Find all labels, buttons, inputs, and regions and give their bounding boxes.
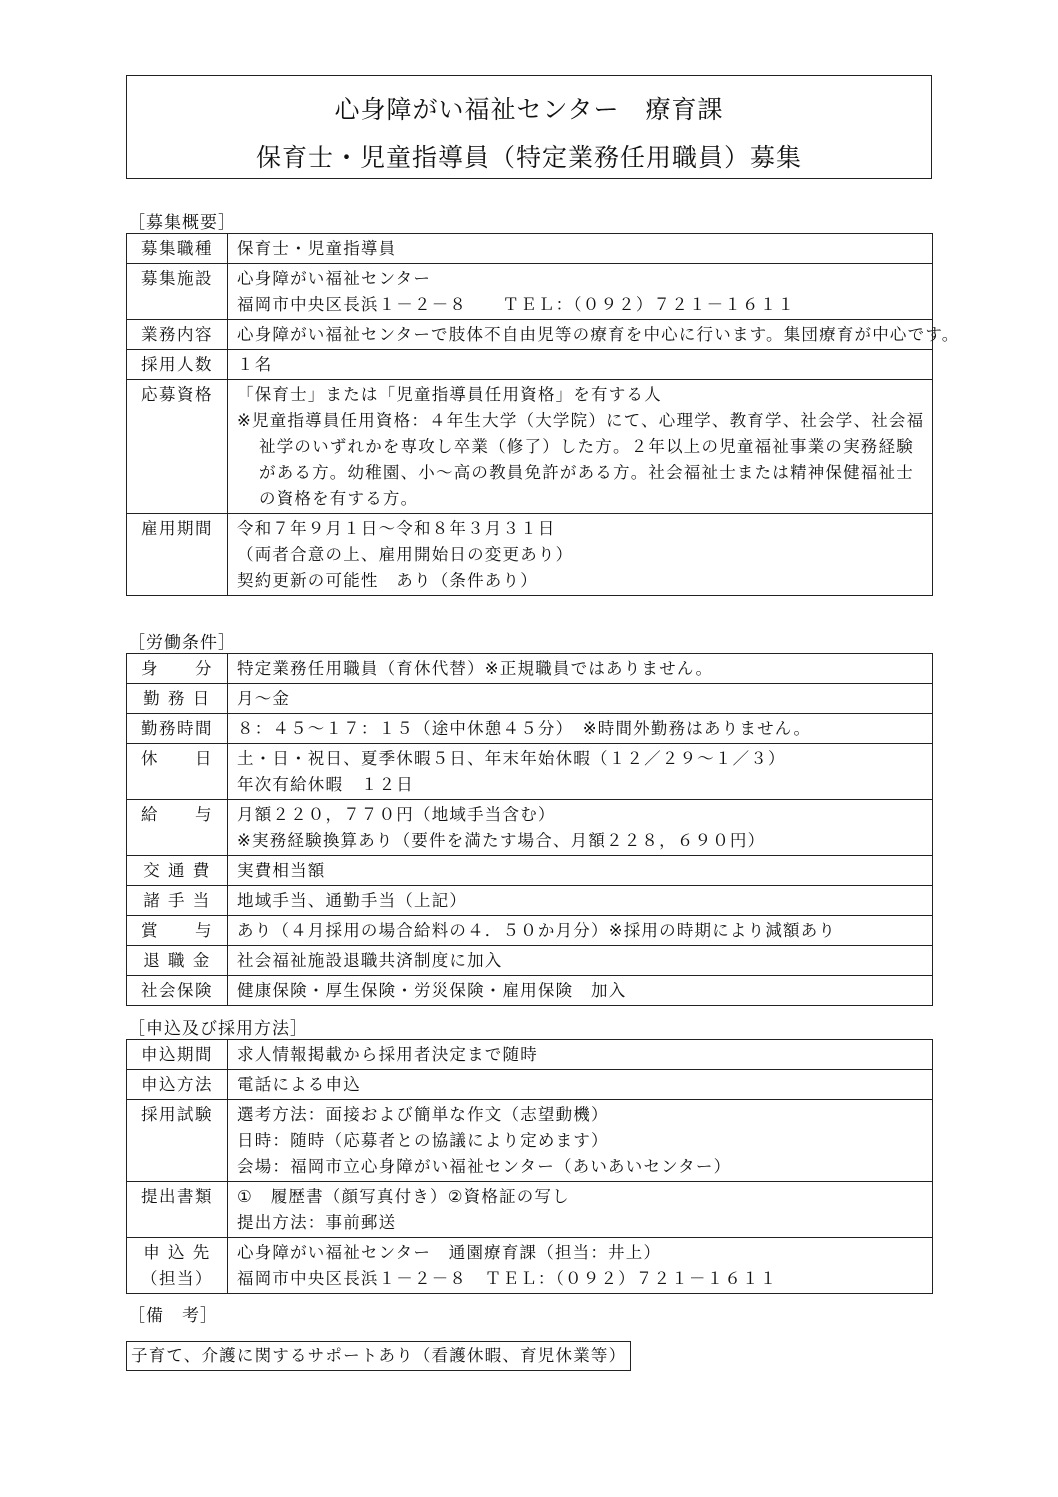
row-value xyxy=(228,1238,933,1294)
table-row xyxy=(127,744,933,800)
application-table xyxy=(126,1039,933,1294)
table-row xyxy=(127,886,933,916)
row-value xyxy=(228,1100,933,1182)
overview-table xyxy=(126,233,960,596)
row-value xyxy=(228,744,933,800)
row-value-line: 選考方法：面接および簡単な作文（志望動機） xyxy=(237,1105,609,1124)
row-value-line: 月～金 xyxy=(237,689,291,708)
row-value-line: ※児童指導員任用資格：４年生大学（大学院）にて、心理学、教育学、社会学、社会福祉学のいずれかを専攻し卒業（修了）した方。２年以上の児童福祉事業の実務経験がある方。幼稚園、小～高の教員免許がある方。社会福祉士または精神保健福祉士の資格を有する方。 xyxy=(237,411,925,508)
row-value xyxy=(228,654,933,684)
row-value-line: 心身障がい福祉センター 通園療育課（担当：井上） xyxy=(237,1243,662,1262)
row-value xyxy=(228,1070,933,1100)
row-value xyxy=(228,320,960,350)
table-row xyxy=(127,1040,933,1070)
row-value xyxy=(228,916,933,946)
row-value xyxy=(228,946,933,976)
table-row xyxy=(127,916,933,946)
table-row xyxy=(127,350,933,380)
row-value-line: ① 履歴書（顔写真付き）②資格証の写し xyxy=(237,1187,570,1206)
table-row xyxy=(127,976,933,1006)
row-value xyxy=(228,976,933,1006)
row-label: 提出書類 xyxy=(127,1182,228,1238)
row-value-line: ※実務経験換算あり（要件を満たす場合、月額２２８，６９０円） xyxy=(237,831,766,850)
row-value-line: 福岡市中央区長浜１－２－８ ＴＥＬ：（０９２）７２１－１６１１ xyxy=(237,1269,778,1288)
row-value-line: １名 xyxy=(237,355,273,374)
row-value-line: 契約更新の可能性 あり（条件あり） xyxy=(237,571,538,590)
row-value-line: （両者合意の上、雇用開始日の変更あり） xyxy=(237,545,574,564)
section-heading-conditions: ［労働条件］ xyxy=(128,633,236,653)
row-value-line: 会場：福岡市立心身障がい福祉センター（あいあいセンター） xyxy=(237,1157,732,1176)
table-row xyxy=(127,800,933,856)
row-value-line: 土・日・祝日、夏季休暇５日、年末年始休暇（１２／２９～１／３） xyxy=(237,749,786,768)
row-label: 休 日 xyxy=(127,744,228,800)
row-label: 応募資格 xyxy=(127,380,228,514)
row-value xyxy=(228,350,933,380)
row-label: 業務内容 xyxy=(127,320,228,350)
row-label: 給 与 xyxy=(127,800,228,856)
row-value-line: 令和７年９月１日～令和８年３月３１日 xyxy=(237,519,556,538)
row-value-line: 社会福祉施設退職共済制度に加入 xyxy=(237,951,503,970)
remarks-box: 子育て、介護に関するサポートあり（看護休暇、育児休業等） xyxy=(126,1341,631,1371)
row-label: 勤 務 日 xyxy=(127,684,228,714)
table-row xyxy=(127,654,933,684)
row-label: 身 分 xyxy=(127,654,228,684)
row-value-line: 健康保険・厚生保険・労災保険・雇用保険 加入 xyxy=(237,981,627,1000)
table-row xyxy=(127,234,933,264)
row-label: 賞 与 xyxy=(127,916,228,946)
row-value xyxy=(228,714,933,744)
row-value xyxy=(228,1182,933,1238)
row-value xyxy=(228,800,933,856)
row-value-line: 地域手当、通勤手当（上記） xyxy=(237,891,468,910)
table-row xyxy=(127,514,933,596)
table-row xyxy=(127,1100,933,1182)
row-value xyxy=(228,856,933,886)
row-label: 雇用期間 xyxy=(127,514,228,596)
row-label: 募集職種 xyxy=(127,234,228,264)
row-value xyxy=(228,1040,933,1070)
row-value xyxy=(228,684,933,714)
title-box xyxy=(126,75,932,179)
table-row xyxy=(127,714,933,744)
row-label: 申込期間 xyxy=(127,1040,228,1070)
row-value-line: 日時：随時（応募者との協議により定めます） xyxy=(237,1131,609,1150)
row-value-line: 心身障がい福祉センター xyxy=(237,269,432,288)
row-value xyxy=(228,514,933,596)
row-value-line: 保育士・児童指導員 xyxy=(237,239,397,258)
row-label: 交 通 費 xyxy=(127,856,228,886)
row-value-line: 提出方法：事前郵送 xyxy=(237,1213,397,1232)
row-value-line: 福岡市中央区長浜１－２－８ ＴＥＬ：（０９２）７２１－１６１１ xyxy=(237,295,796,314)
section-heading-application: ［申込及び採用方法］ xyxy=(128,1019,308,1039)
row-label: 申 込 先 （担当） xyxy=(127,1238,228,1294)
row-value xyxy=(228,886,933,916)
row-value-line: 心身障がい福祉センターで肢体不自由児等の療育を中心に行います。集団療育が中心です。 xyxy=(237,325,960,344)
table-row xyxy=(127,380,933,514)
row-value-line: 特定業務任用職員（育休代替）※正規職員ではありません。 xyxy=(237,659,714,678)
conditions-table xyxy=(126,653,933,1006)
row-value xyxy=(228,234,933,264)
section-heading-overview: ［募集概要］ xyxy=(128,213,236,233)
page-subtitle: 保育士・児童指導員（特定業務任用職員）募集 xyxy=(255,143,802,172)
row-label: 募集施設 xyxy=(127,264,228,320)
row-label: 採用人数 xyxy=(127,350,228,380)
row-value-line: 電話による申込 xyxy=(237,1075,361,1094)
table-row xyxy=(127,1238,933,1294)
row-value-line: 年次有給休暇 １２日 xyxy=(237,775,414,794)
row-value-line: ８：４５～１７：１５（途中休憩４５分） ※時間外勤務はありません。 xyxy=(237,719,812,738)
row-value xyxy=(228,380,933,514)
table-row xyxy=(127,946,933,976)
row-label: 諸 手 当 xyxy=(127,886,228,916)
row-label: 勤務時間 xyxy=(127,714,228,744)
row-label: 申込方法 xyxy=(127,1070,228,1100)
row-label: 社会保険 xyxy=(127,976,228,1006)
page-title: 心身障がい福祉センター 療育課 xyxy=(334,95,724,124)
row-value-line: 求人情報掲載から採用者決定まで随時 xyxy=(237,1045,538,1064)
row-value-line: 実費相当額 xyxy=(237,861,326,880)
table-row xyxy=(127,684,933,714)
row-label: 採用試験 xyxy=(127,1100,228,1182)
row-value-line: あり（４月採用の場合給料の４．５０か月分）※採用の時期により減額あり xyxy=(237,921,837,940)
row-value-line: 「保育士」または「児童指導員任用資格」を有する人 xyxy=(237,385,662,404)
section-heading-remarks: ［備 考］ xyxy=(128,1306,218,1326)
table-row xyxy=(127,320,933,350)
table-row xyxy=(127,856,933,886)
row-label: 退 職 金 xyxy=(127,946,228,976)
table-row xyxy=(127,1182,933,1238)
row-value xyxy=(228,264,933,320)
table-row xyxy=(127,1070,933,1100)
row-value-line: 月額２２０，７７０円（地域手当含む） xyxy=(237,805,556,824)
table-row xyxy=(127,264,933,320)
